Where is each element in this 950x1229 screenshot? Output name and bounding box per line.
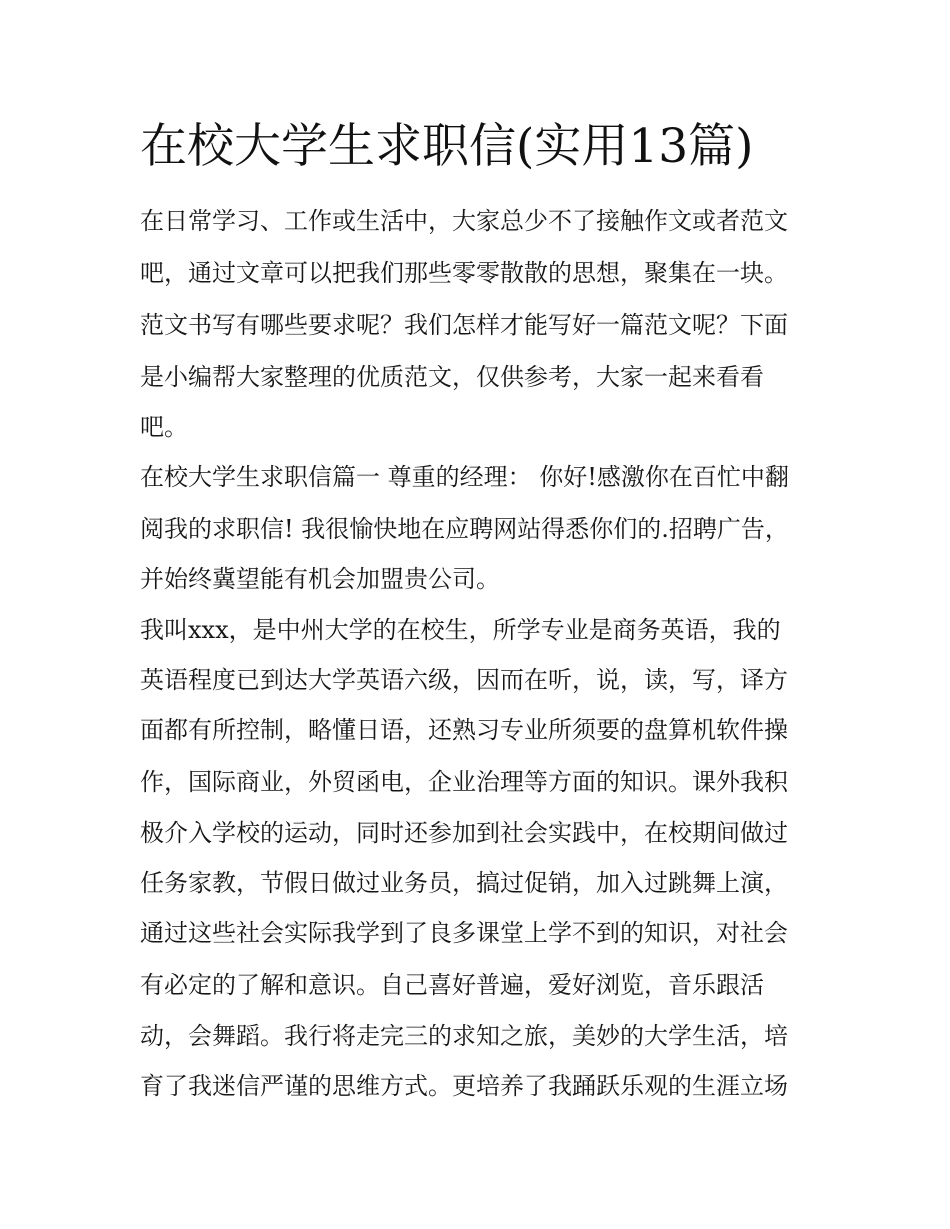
text-line: 任务家教，节假日做过业务员，搞过促销，加入过跳舞上演， bbox=[140, 869, 788, 897]
text-line: 在日常学习、工作或生活中，大家总少不了接触作文或者范文 bbox=[140, 207, 788, 235]
text-line: 吧。 bbox=[140, 413, 188, 441]
text-line: 我叫xxx，是中州大学的在校生，所学专业是商务英语，我的 bbox=[140, 616, 781, 644]
text-line: 在校大学生求职信篇一 尊重的经理： 你好!感激你在百忙中翻 bbox=[140, 463, 789, 491]
text-line: 英语程度已到达大学英语六级，因而在听，说，读，写，译方 bbox=[140, 666, 788, 694]
document-title: 在校大学生求职信(实用13篇) bbox=[140, 119, 754, 174]
text-line: 极介入学校的运动，同时还参加到社会实践中，在校期间做过 bbox=[140, 819, 788, 847]
text-line: 吧，通过文章可以把我们那些零零散散的思想，聚集在一块。 bbox=[140, 259, 788, 287]
text-line: 面都有所控制，略懂日语，还熟习专业所须要的盘算机软件操 bbox=[140, 716, 788, 744]
text-line: 动，会舞蹈。我行将走完三的求知之旅，美妙的大学生活，培 bbox=[140, 1022, 788, 1050]
text-line: 通过这些社会实际我学到了良多课堂上学不到的知识，对社会 bbox=[140, 919, 788, 947]
text-line: 有必定的了解和意识。自己喜好普遍，爱好浏览，音乐跟活 bbox=[140, 971, 764, 999]
text-line: 范文书写有哪些要求呢？我们怎样才能写好一篇范文呢？下面 bbox=[140, 311, 788, 339]
text-line: 作，国际商业，外贸函电，企业治理等方面的知识。课外我积 bbox=[140, 768, 788, 796]
text-line: 是小编帮大家整理的优质范文，仅供参考，大家一起来看看 bbox=[140, 363, 764, 391]
text-line: 育了我迷信严谨的思维方式。更培养了我踊跃乐观的生涯立场 bbox=[140, 1072, 788, 1100]
text-line: 并始终冀望能有机会加盟贵公司。 bbox=[140, 565, 500, 593]
text-line: 阅我的求职信! 我很愉快地在应聘网站得悉你们的.招聘广告， bbox=[140, 515, 789, 543]
